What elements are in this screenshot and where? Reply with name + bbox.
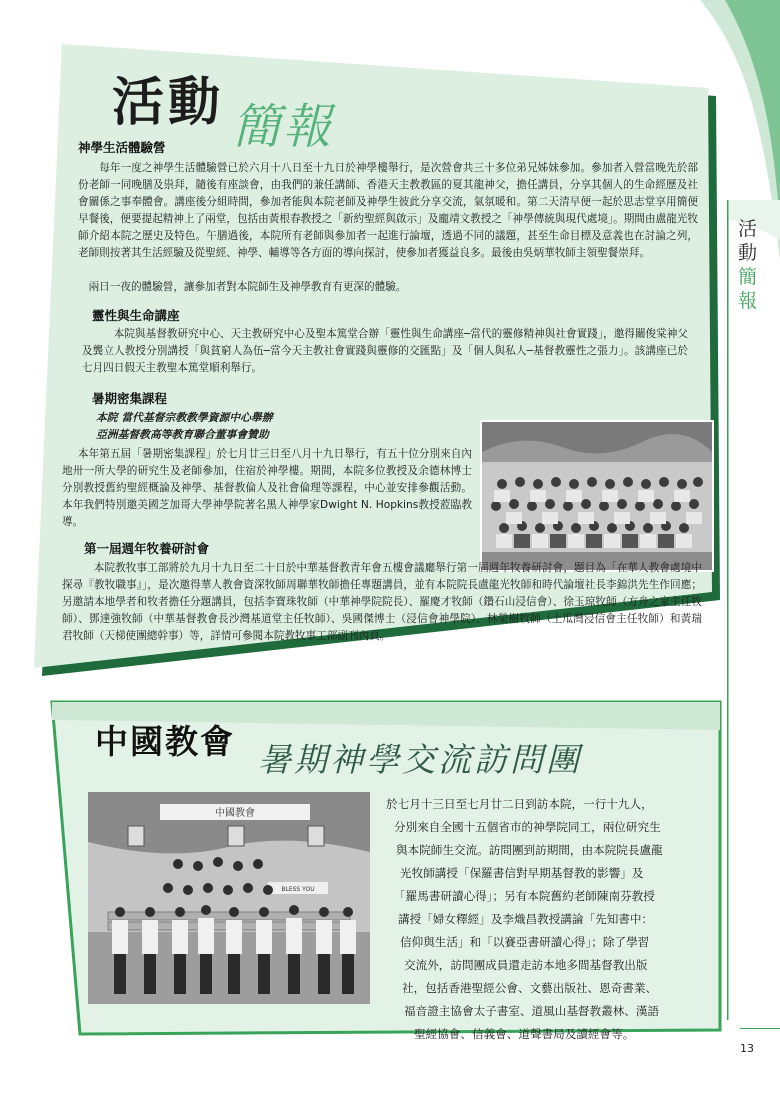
summer-course-group-photo <box>480 420 714 572</box>
delegation-text-line: 分別來自全國十五個省市的神學院同工，兩位研究生 <box>394 820 661 834</box>
delegation-text-line: 與本院師生交流。訪問團到訪期間，由本院院長盧龍 <box>396 843 663 857</box>
section-heading: 神學生活體驗營 <box>78 140 166 155</box>
delegation-text-line: 於七月十三日至七月廿二日到訪本院，一行十九人， <box>386 797 653 811</box>
delegation-text-line: 「羅馬書研讀心得」；另有本院舊約老師陳南芬教授 <box>394 889 655 903</box>
delegation-text-line: 福音證主協會太子書室、道風山基督教叢林、漢語 <box>404 1004 660 1018</box>
delegation-text-line: 社，包括香港聖經公會、文藝出版社、恩奇書業、 <box>402 981 658 995</box>
section-subheading: 本院 當代基督宗教教學資源中心舉辦 <box>96 411 273 424</box>
section-heading: 第一屆週年牧養研討會 <box>84 541 210 556</box>
delegation-text-line: 光牧師講授「保羅書信對早期基督教的影響」及 <box>400 866 644 880</box>
section-heading: 靈性與生命講座 <box>92 308 180 323</box>
section-paragraph: 兩日一夜的體驗營，讓參加者對本院師生及神學教育有更深的體驗。 <box>88 281 407 293</box>
section-paragraph: 本院教牧事工部將於九月十九日至二十日於中華基督教青年會五樓會議廳舉行第一屆週年牧養研討會，題目為「在華人教會處境中探尋『教牧職事』」，是次邀得華人教會資深牧師周聯華牧師擔任專題講員，並有本院院長盧龍光牧師和時代論壇社長李錦洪先生作回應；另邀請本地學者和牧者擔任分題講員，包括李寶珠牧師（中華神學院院長）、羅慶才牧師（鑽石山浸信會）、徐玉琼牧師（方舟之家主任牧師）、鄧達強牧師（中華基督教會長沙灣基道堂主任牧師）、吳國傑博士（浸信會神學院）、林榮樹牧師（土瓜灣浸信會主任牧師）和黃瑞君牧師（天梯使團總幹事）等，詳情可參閱本院教牧事工部副刊內頁。 <box>62 562 702 642</box>
section-paragraph: 本院與基督教研究中心、天主教研究中心及聖本篤堂合辦「靈性與生命講座─當代的靈修精神與社會實踐」，邀得關俊棠神父及龔立人教授分別講授「與貧窮人為伍─當今天主教社會實踐與靈修的交匯點」及「個人與私人─基督教靈性之張力」。該講座已於七月四日假天主教聖本篤堂順利舉行。 <box>82 328 688 374</box>
photo-banner-text: 中國教會 <box>215 808 255 819</box>
delegation-text-line: 信仰與生活」和「以賽亞書研讀心得」；除了學習 <box>400 935 650 949</box>
panel1-title-main: 活動 <box>112 72 225 133</box>
delegation-text-line: 交流外，訪問團成員還走訪本地多間基督教出版 <box>404 958 648 972</box>
delegation-text-line: 聖經協會、信義會、道聲書局及讀經會等。 <box>414 1027 635 1041</box>
panel2-title-main: 中國教會 <box>95 722 235 761</box>
visiting-delegation-photo <box>88 792 370 1004</box>
side-label-char: 簡 <box>738 266 758 288</box>
side-label-char: 報 <box>738 290 758 312</box>
side-label-char: 動 <box>738 242 758 264</box>
section-subheading: 亞洲基督教高等教育聯合董事會贊助 <box>96 428 269 441</box>
panel1-title-sub: 簡報 <box>232 99 335 155</box>
section-paragraph: 本年第五屆「暑期密集課程」於七月廿三日至八月十九日舉行，有五十位分別來自內地卅一所大學的研究生及老師參加，住宿於神學樓。期間，本院多位教授及余德林博士分別教授舊約聖經概論及神學、基督教倫人及社會倫理等課程，中心並安排參觀活動。本年我們特別邀美國芝加哥大學神學院著名黑人神學家Dwight N. Hopkins教授蒞臨教導。 <box>62 448 472 528</box>
panel2-title-sub: 暑期神學交流訪問團 <box>258 740 582 779</box>
delegation-text-line: 講授「婦女釋經」及李熾昌教授講論「先知書中： <box>398 912 654 926</box>
section-heading: 暑期密集課程 <box>92 391 168 406</box>
photo-banner-text: BLESS YOU <box>281 886 315 893</box>
section-paragraph: 每年一度之神學生活體驗營已於六月十八日至十九日於神學樓舉行，是次營會共三十多位弟兄姊妹參加。參加者入營當晚先於部份老師一同晚膳及祟拜，隨後有座談會，由我們的兼任講師、香港天主教教區的夏其龍神父，擔任講員，分享其個人的生命經歷及社會關係之事奉體會。講座後分組時間，參加者能與本院老師及神學生彼此分享交流，氣氛暖和。第二天清早便一起於思志堂享用簡便早餐後，便要提起精神上了兩堂，包括由黃根春教授之「新約聖經與啟示」及龐靖文教授之「神學傳統與現代處境」。期間由盧龍光牧師介紹本院之歷史及特色。午膳過後，本院所有老師與參加者一起進行論壇，透過不同的議題，甚至生命目標及意義也在討論之列，老師則按著其生活經驗及從聖經、神學、輔導等各方面的導向探討，使參加者獲益良多。最後由吳炳華牧師主領聖餐崇拜。 <box>78 162 698 259</box>
page-number: 13 <box>740 1042 754 1055</box>
side-label-char: 活 <box>738 218 758 240</box>
